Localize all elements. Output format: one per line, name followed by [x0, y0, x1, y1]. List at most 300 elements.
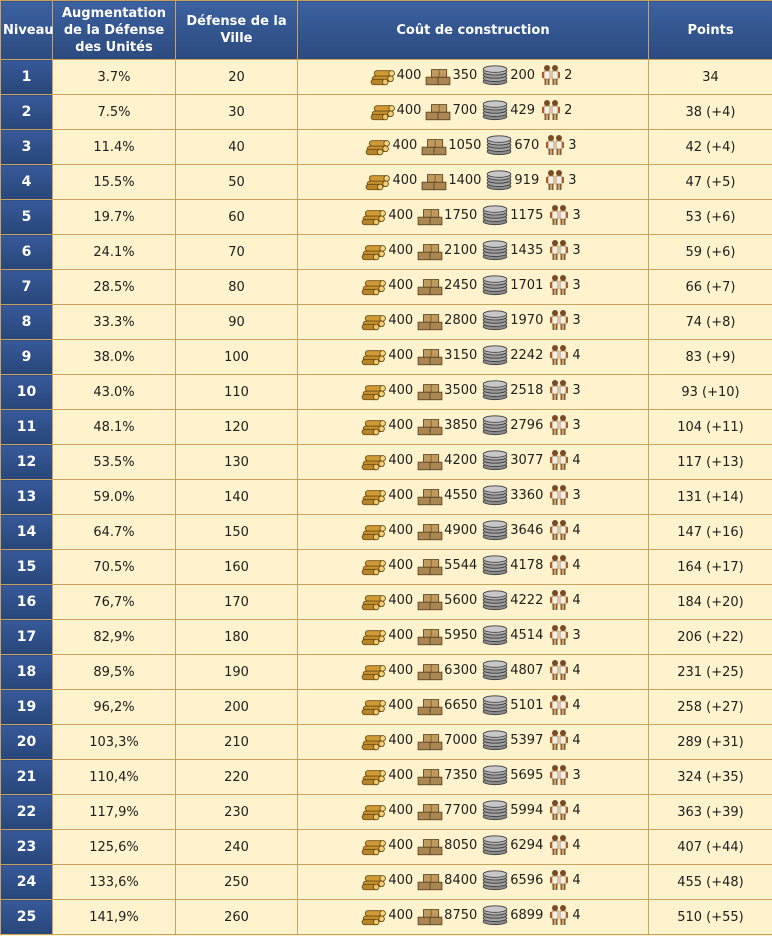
- cost-cell: [298, 410, 649, 445]
- city-defense-cell: 260: [176, 900, 298, 935]
- city-defense-cell: 160: [176, 550, 298, 585]
- stone-icon: [417, 589, 443, 611]
- workers-cost-value: 4: [572, 522, 581, 538]
- cost-cell: [298, 200, 649, 235]
- stone-icon: [417, 904, 443, 926]
- unit-defense-cell: 3.7%: [53, 60, 176, 95]
- workers-icon: [539, 64, 563, 86]
- level-cell: 25: [1, 900, 53, 935]
- workers-icon: [547, 449, 571, 471]
- workers-icon: [547, 414, 571, 436]
- cost-group: [361, 869, 584, 891]
- header-row: [1, 1, 772, 60]
- silver-icon: [481, 869, 509, 891]
- stone-cost-value: 5950: [444, 627, 478, 643]
- stone-icon: [417, 624, 443, 646]
- cost-group: [361, 309, 584, 331]
- cost-cell: [298, 585, 649, 620]
- wood-cost-value: 400: [388, 557, 414, 573]
- workers-cost-value: 4: [572, 872, 581, 888]
- cost-cell: [298, 95, 649, 130]
- table-row: [1, 480, 772, 515]
- silver-cost-value: 5397: [510, 732, 544, 748]
- city-defense-cell: 190: [176, 655, 298, 690]
- unit-defense-cell: 70.5%: [53, 550, 176, 585]
- workers-cost-value: 4: [572, 697, 581, 713]
- city-defense-cell: 40: [176, 130, 298, 165]
- points-cell: 147 (+16): [649, 515, 772, 550]
- stone-icon: [417, 554, 443, 576]
- level-cell: 3: [1, 130, 53, 165]
- level-cell: 10: [1, 375, 53, 410]
- wood-icon: [361, 624, 387, 646]
- header-points: Points: [649, 1, 772, 60]
- workers-cost-value: 3: [572, 312, 581, 328]
- table-row: [1, 690, 772, 725]
- workers-cost-value: 3: [572, 277, 581, 293]
- cost-cell: [298, 480, 649, 515]
- points-cell: 34: [649, 60, 772, 95]
- city-defense-cell: 90: [176, 305, 298, 340]
- cost-group: [361, 519, 584, 541]
- city-defense-cell: 50: [176, 165, 298, 200]
- table-row: [1, 200, 772, 235]
- wood-icon: [361, 519, 387, 541]
- table-row: [1, 130, 772, 165]
- wood-icon: [361, 694, 387, 716]
- city-defense-cell: 200: [176, 690, 298, 725]
- header-level: Niveau: [1, 1, 53, 60]
- wood-icon: [361, 764, 387, 786]
- stone-cost-value: 8050: [444, 837, 478, 853]
- workers-icon: [547, 799, 571, 821]
- silver-cost-value: 6899: [510, 907, 544, 923]
- table-row: [1, 830, 772, 865]
- silver-icon: [481, 589, 509, 611]
- wood-icon: [370, 99, 396, 121]
- cost-group: [370, 64, 577, 86]
- cost-group: [361, 764, 584, 786]
- wood-icon: [361, 834, 387, 856]
- points-cell: 289 (+31): [649, 725, 772, 760]
- level-cell: 2: [1, 95, 53, 130]
- city-defense-cell: 150: [176, 515, 298, 550]
- workers-icon: [547, 694, 571, 716]
- silver-icon: [481, 344, 509, 366]
- unit-defense-cell: 15.5%: [53, 165, 176, 200]
- table-row: [1, 585, 772, 620]
- workers-icon: [547, 204, 571, 226]
- workers-icon: [547, 344, 571, 366]
- level-cell: 14: [1, 515, 53, 550]
- silver-icon: [481, 904, 509, 926]
- city-defense-cell: 20: [176, 60, 298, 95]
- table-row: [1, 340, 772, 375]
- silver-icon: [481, 64, 509, 86]
- silver-cost-value: 3646: [510, 522, 544, 538]
- cost-group: [361, 239, 584, 261]
- table-row: [1, 550, 772, 585]
- workers-icon: [547, 659, 571, 681]
- workers-icon: [547, 834, 571, 856]
- wood-icon: [361, 449, 387, 471]
- unit-defense-cell: 117,9%: [53, 795, 176, 830]
- stone-cost-value: 7700: [444, 802, 478, 818]
- stone-cost-value: 8400: [444, 872, 478, 888]
- silver-cost-value: 4514: [510, 627, 544, 643]
- city-defense-cell: 70: [176, 235, 298, 270]
- points-cell: 47 (+5): [649, 165, 772, 200]
- stone-icon: [417, 344, 443, 366]
- wood-cost-value: 400: [388, 277, 414, 293]
- wood-cost-value: 400: [388, 837, 414, 853]
- wood-icon: [361, 344, 387, 366]
- level-cell: 8: [1, 305, 53, 340]
- workers-icon: [539, 99, 563, 121]
- unit-defense-cell: 38.0%: [53, 340, 176, 375]
- wood-cost-value: 400: [388, 347, 414, 363]
- stone-icon: [417, 834, 443, 856]
- silver-cost-value: 429: [510, 102, 536, 118]
- silver-icon: [481, 799, 509, 821]
- workers-cost-value: 4: [572, 837, 581, 853]
- stone-cost-value: 6300: [444, 662, 478, 678]
- wood-icon: [361, 589, 387, 611]
- workers-cost-value: 4: [572, 732, 581, 748]
- points-cell: 324 (+35): [649, 760, 772, 795]
- workers-icon: [547, 869, 571, 891]
- wood-cost-value: 400: [388, 487, 414, 503]
- cost-cell: [298, 60, 649, 95]
- level-cell: 6: [1, 235, 53, 270]
- silver-icon: [481, 694, 509, 716]
- cost-cell: [298, 515, 649, 550]
- stone-cost-value: 7350: [444, 767, 478, 783]
- stone-cost-value: 3150: [444, 347, 478, 363]
- unit-defense-cell: 125,6%: [53, 830, 176, 865]
- cost-group: [361, 799, 584, 821]
- silver-cost-value: 4807: [510, 662, 544, 678]
- wood-cost-value: 400: [388, 732, 414, 748]
- cost-cell: [298, 165, 649, 200]
- cost-cell: [298, 830, 649, 865]
- cost-cell: [298, 655, 649, 690]
- cost-cell: [298, 445, 649, 480]
- silver-cost-value: 1175: [510, 207, 544, 223]
- workers-cost-value: 4: [572, 662, 581, 678]
- stone-icon: [417, 519, 443, 541]
- silver-cost-value: 2518: [510, 382, 544, 398]
- stone-cost-value: 2100: [444, 242, 478, 258]
- stone-icon: [417, 274, 443, 296]
- cost-cell: [298, 130, 649, 165]
- cost-group: [361, 449, 584, 471]
- stone-cost-value: 3500: [444, 382, 478, 398]
- cost-cell: [298, 550, 649, 585]
- silver-icon: [481, 204, 509, 226]
- table-row: [1, 375, 772, 410]
- wood-cost-value: 400: [388, 452, 414, 468]
- wood-cost-value: 400: [388, 767, 414, 783]
- silver-cost-value: 4178: [510, 557, 544, 573]
- city-defense-cell: 130: [176, 445, 298, 480]
- city-defense-cell: 100: [176, 340, 298, 375]
- stone-icon: [417, 484, 443, 506]
- city-defense-cell: 80: [176, 270, 298, 305]
- level-cell: 5: [1, 200, 53, 235]
- silver-cost-value: 2796: [510, 417, 544, 433]
- workers-icon: [547, 589, 571, 611]
- workers-icon: [547, 379, 571, 401]
- workers-cost-value: 3: [568, 172, 577, 188]
- workers-cost-value: 3: [572, 382, 581, 398]
- cost-cell: [298, 760, 649, 795]
- unit-defense-cell: 89,5%: [53, 655, 176, 690]
- stone-cost-value: 2450: [444, 277, 478, 293]
- stone-cost-value: 4550: [444, 487, 478, 503]
- cost-group: [361, 204, 584, 226]
- cost-cell: [298, 305, 649, 340]
- stone-cost-value: 350: [452, 67, 478, 83]
- cost-cell: [298, 690, 649, 725]
- cost-group: [370, 99, 577, 121]
- silver-cost-value: 670: [514, 137, 540, 153]
- workers-icon: [547, 904, 571, 926]
- points-cell: 74 (+8): [649, 305, 772, 340]
- workers-icon: [547, 519, 571, 541]
- workers-cost-value: 3: [572, 627, 581, 643]
- table-row: [1, 305, 772, 340]
- silver-cost-value: 1701: [510, 277, 544, 293]
- silver-icon: [481, 484, 509, 506]
- silver-icon: [481, 624, 509, 646]
- wood-icon: [361, 869, 387, 891]
- stone-icon: [417, 659, 443, 681]
- level-cell: 23: [1, 830, 53, 865]
- wood-icon: [361, 904, 387, 926]
- wood-icon: [361, 379, 387, 401]
- silver-cost-value: 6596: [510, 872, 544, 888]
- table-row: [1, 725, 772, 760]
- silver-icon: [481, 239, 509, 261]
- cost-group: [361, 904, 584, 926]
- wood-cost-value: 400: [388, 697, 414, 713]
- stone-icon: [417, 764, 443, 786]
- workers-icon: [543, 134, 567, 156]
- cost-cell: [298, 795, 649, 830]
- stone-cost-value: 1750: [444, 207, 478, 223]
- stone-icon: [417, 869, 443, 891]
- level-cell: 13: [1, 480, 53, 515]
- unit-defense-cell: 64.7%: [53, 515, 176, 550]
- city-defense-cell: 120: [176, 410, 298, 445]
- workers-icon: [547, 764, 571, 786]
- cost-group: [365, 169, 580, 191]
- points-cell: 258 (+27): [649, 690, 772, 725]
- silver-cost-value: 6294: [510, 837, 544, 853]
- wood-cost-value: 400: [392, 172, 418, 188]
- stone-cost-value: 7000: [444, 732, 478, 748]
- level-cell: 1: [1, 60, 53, 95]
- workers-icon: [547, 309, 571, 331]
- points-cell: 164 (+17): [649, 550, 772, 585]
- silver-cost-value: 1435: [510, 242, 544, 258]
- workers-icon: [543, 169, 567, 191]
- cost-group: [361, 554, 584, 576]
- points-cell: 38 (+4): [649, 95, 772, 130]
- cost-cell: [298, 270, 649, 305]
- level-cell: 16: [1, 585, 53, 620]
- points-cell: 206 (+22): [649, 620, 772, 655]
- cost-group: [365, 134, 580, 156]
- silver-icon: [481, 519, 509, 541]
- stone-icon: [417, 309, 443, 331]
- points-cell: 131 (+14): [649, 480, 772, 515]
- stone-icon: [417, 239, 443, 261]
- unit-defense-cell: 7.5%: [53, 95, 176, 130]
- city-defense-cell: 170: [176, 585, 298, 620]
- wood-icon: [361, 659, 387, 681]
- unit-defense-cell: 24.1%: [53, 235, 176, 270]
- stone-cost-value: 4900: [444, 522, 478, 538]
- workers-cost-value: 3: [568, 137, 577, 153]
- unit-defense-cell: 103,3%: [53, 725, 176, 760]
- level-cell: 7: [1, 270, 53, 305]
- silver-icon: [481, 274, 509, 296]
- cost-cell: [298, 235, 649, 270]
- city-defense-cell: 110: [176, 375, 298, 410]
- silver-cost-value: 919: [514, 172, 540, 188]
- wood-icon: [365, 169, 391, 191]
- points-cell: 184 (+20): [649, 585, 772, 620]
- wood-icon: [361, 414, 387, 436]
- cost-group: [361, 379, 584, 401]
- stone-cost-value: 700: [452, 102, 478, 118]
- level-cell: 22: [1, 795, 53, 830]
- workers-icon: [547, 624, 571, 646]
- wood-cost-value: 400: [388, 382, 414, 398]
- stone-cost-value: 5544: [444, 557, 478, 573]
- unit-defense-cell: 96,2%: [53, 690, 176, 725]
- wood-cost-value: 400: [396, 67, 422, 83]
- unit-defense-cell: 19.7%: [53, 200, 176, 235]
- points-cell: 510 (+55): [649, 900, 772, 935]
- wood-cost-value: 400: [388, 242, 414, 258]
- silver-cost-value: 3077: [510, 452, 544, 468]
- workers-cost-value: 4: [572, 907, 581, 923]
- unit-defense-cell: 48.1%: [53, 410, 176, 445]
- points-cell: 455 (+48): [649, 865, 772, 900]
- workers-icon: [547, 554, 571, 576]
- stone-icon: [417, 449, 443, 471]
- wood-cost-value: 400: [388, 312, 414, 328]
- wood-cost-value: 400: [388, 522, 414, 538]
- table-row: [1, 410, 772, 445]
- points-cell: 59 (+6): [649, 235, 772, 270]
- silver-icon: [481, 554, 509, 576]
- cost-group: [361, 344, 584, 366]
- stone-cost-value: 2800: [444, 312, 478, 328]
- wood-cost-value: 400: [388, 627, 414, 643]
- table-row: [1, 795, 772, 830]
- points-cell: 53 (+6): [649, 200, 772, 235]
- silver-icon: [481, 729, 509, 751]
- unit-defense-cell: 11.4%: [53, 130, 176, 165]
- wood-cost-value: 400: [388, 872, 414, 888]
- wood-icon: [361, 274, 387, 296]
- cost-cell: [298, 340, 649, 375]
- silver-icon: [481, 764, 509, 786]
- stone-icon: [425, 99, 451, 121]
- level-cell: 20: [1, 725, 53, 760]
- workers-icon: [547, 274, 571, 296]
- silver-icon: [481, 99, 509, 121]
- workers-cost-value: 3: [572, 242, 581, 258]
- header-cost: Coût de construction: [298, 1, 649, 60]
- workers-cost-value: 3: [572, 417, 581, 433]
- unit-defense-cell: 59.0%: [53, 480, 176, 515]
- wood-cost-value: 400: [388, 417, 414, 433]
- wood-icon: [361, 309, 387, 331]
- level-cell: 11: [1, 410, 53, 445]
- workers-cost-value: 2: [564, 102, 573, 118]
- silver-cost-value: 5101: [510, 697, 544, 713]
- table-row: [1, 620, 772, 655]
- silver-icon: [481, 834, 509, 856]
- points-cell: 42 (+4): [649, 130, 772, 165]
- workers-cost-value: 4: [572, 347, 581, 363]
- workers-cost-value: 4: [572, 592, 581, 608]
- wood-cost-value: 400: [388, 907, 414, 923]
- silver-icon: [485, 134, 513, 156]
- table-row: [1, 865, 772, 900]
- workers-cost-value: 3: [572, 487, 581, 503]
- stone-cost-value: 3850: [444, 417, 478, 433]
- stone-icon: [417, 694, 443, 716]
- header-city-defense: Défense de la Ville: [176, 1, 298, 60]
- points-cell: 93 (+10): [649, 375, 772, 410]
- table-row: [1, 515, 772, 550]
- unit-defense-cell: 133,6%: [53, 865, 176, 900]
- wood-icon: [365, 134, 391, 156]
- unit-defense-cell: 110,4%: [53, 760, 176, 795]
- workers-cost-value: 4: [572, 557, 581, 573]
- header-unit-defense: Augmentation de la Défense des Unités: [53, 1, 176, 60]
- cost-group: [361, 624, 584, 646]
- unit-defense-cell: 141,9%: [53, 900, 176, 935]
- stone-cost-value: 4200: [444, 452, 478, 468]
- city-defense-cell: 250: [176, 865, 298, 900]
- level-cell: 21: [1, 760, 53, 795]
- wood-cost-value: 400: [388, 662, 414, 678]
- silver-cost-value: 1970: [510, 312, 544, 328]
- cost-group: [361, 414, 584, 436]
- city-defense-cell: 30: [176, 95, 298, 130]
- table-row: [1, 270, 772, 305]
- cost-group: [361, 659, 584, 681]
- wood-icon: [361, 729, 387, 751]
- unit-defense-cell: 82,9%: [53, 620, 176, 655]
- points-cell: 407 (+44): [649, 830, 772, 865]
- unit-defense-cell: 76,7%: [53, 585, 176, 620]
- workers-icon: [547, 729, 571, 751]
- points-cell: 104 (+11): [649, 410, 772, 445]
- city-defense-cell: 210: [176, 725, 298, 760]
- level-cell: 9: [1, 340, 53, 375]
- cost-cell: [298, 620, 649, 655]
- cost-group: [361, 484, 584, 506]
- silver-icon: [481, 659, 509, 681]
